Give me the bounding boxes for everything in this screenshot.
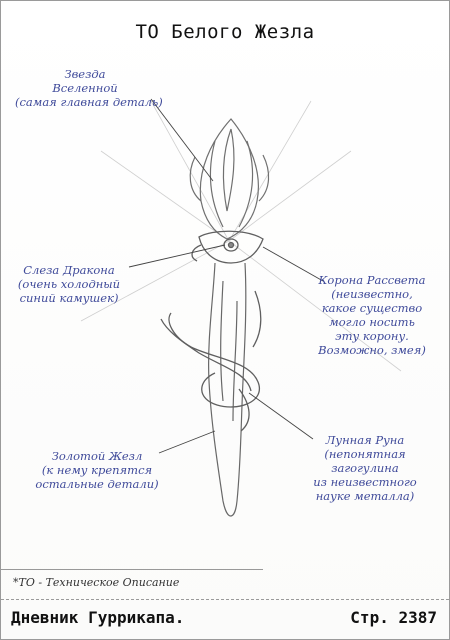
label-star: [15, 67, 163, 109]
label-tear: [9, 263, 129, 305]
label-rune-note3: из неизвестного: [313, 475, 417, 489]
label-staff-note2: остальные детали): [35, 477, 159, 491]
page-footer: [11, 608, 437, 627]
label-crown-title: Корона Рассвета: [318, 273, 426, 287]
label-rune-title: Лунная Руна: [325, 433, 405, 447]
label-staff-note1: (к нему крепятся: [41, 463, 153, 477]
label-tear-title: Слеза Дракона: [23, 263, 115, 277]
label-crown: [307, 273, 437, 357]
label-tear-note1: (очень холодный: [17, 277, 121, 291]
label-crown-note2: какое существо: [321, 301, 423, 315]
label-crown-note3: могло носить: [329, 315, 415, 329]
label-staff-title: Золотой Жезл: [51, 449, 143, 463]
label-rune-note4: науке металла): [315, 489, 415, 503]
label-star-title: Звезда: [64, 67, 106, 81]
diary-title: Дневник Гуррикапа.: [11, 608, 185, 627]
label-rune-note2: загогулина: [331, 461, 399, 475]
label-crown-note5: Возможно, змея): [318, 343, 426, 357]
label-star-line2: Вселенной: [52, 81, 118, 95]
label-staff: [31, 449, 163, 491]
label-tear-note2: синий камушек): [19, 291, 119, 305]
footnote: *ТО - Техническое Описание: [13, 576, 180, 589]
page-number: Стр. 2387: [350, 608, 437, 627]
label-rune: [301, 433, 429, 503]
label-crown-note4: эту корону.: [335, 329, 409, 343]
label-star-note: (самая главная деталь): [15, 95, 163, 109]
label-rune-note1: (непонятная: [324, 447, 406, 461]
footnote-divider: [1, 569, 263, 570]
footer-divider: [1, 599, 449, 600]
page-title: ТО Белого Жезла: [135, 21, 315, 43]
label-crown-note1: (неизвестно,: [331, 287, 413, 301]
